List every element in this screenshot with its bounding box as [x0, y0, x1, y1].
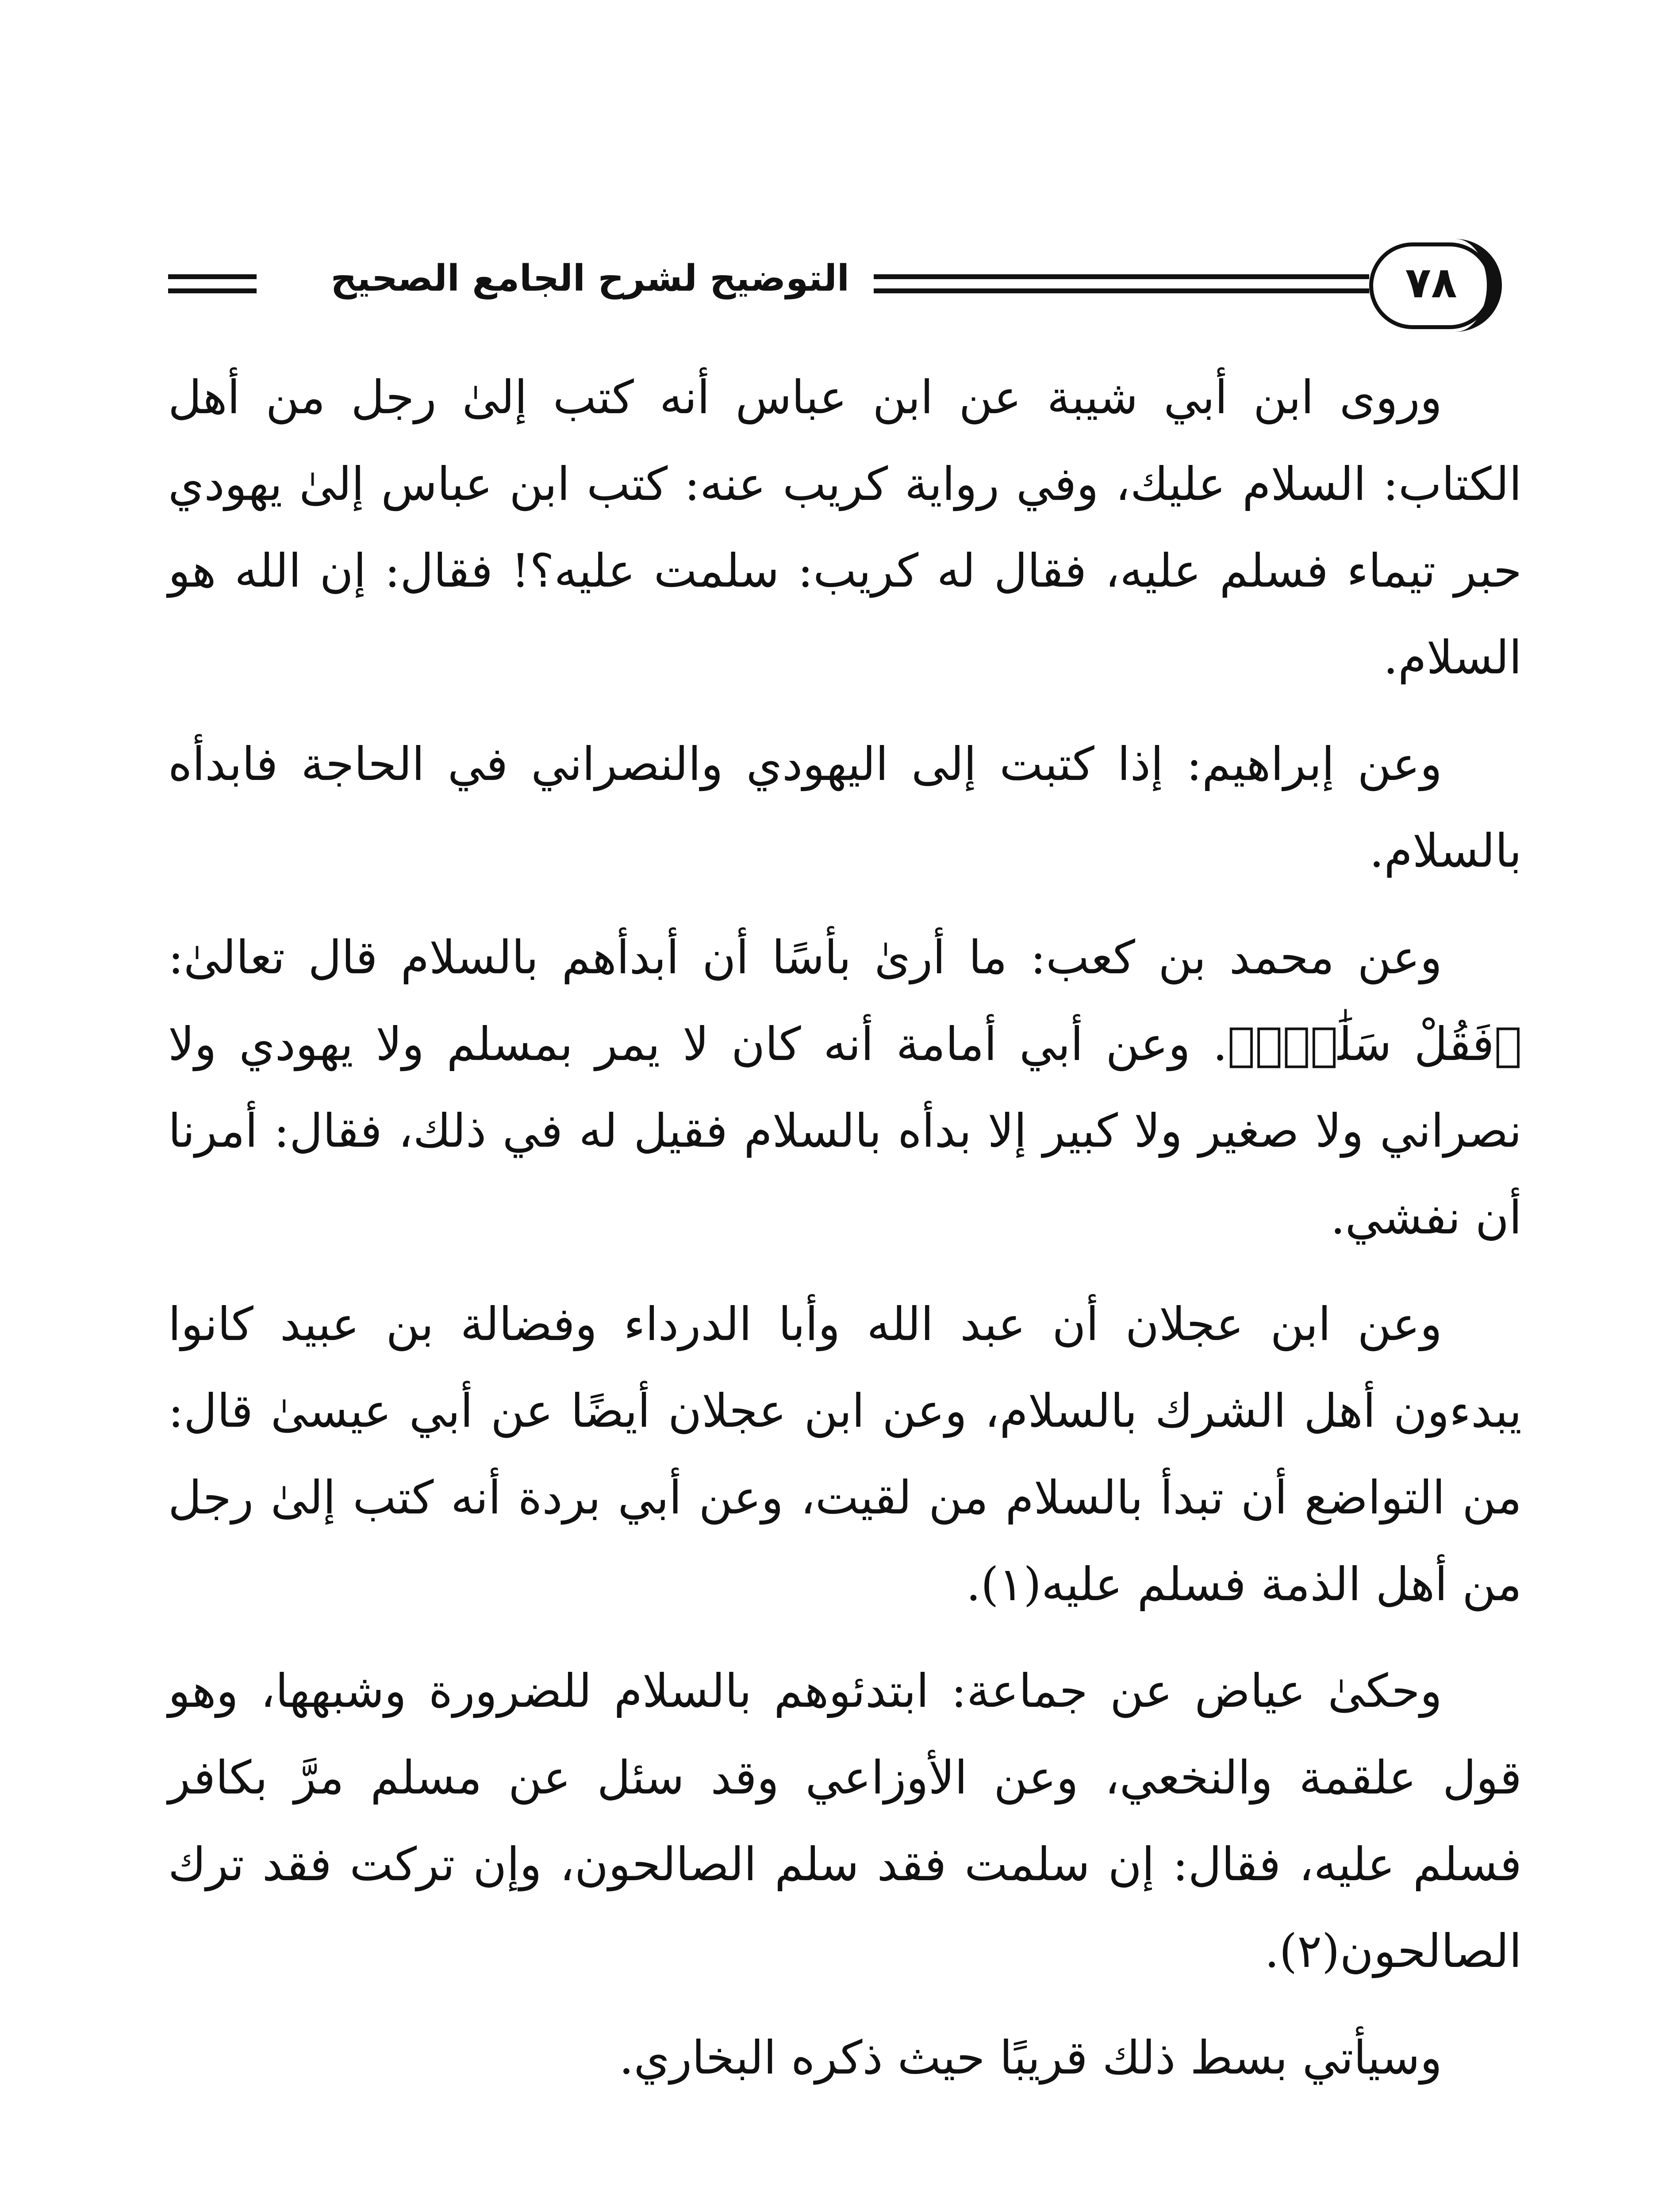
page-number: ٧٨: [1405, 258, 1457, 307]
header-rule-middle-bottom: [874, 288, 1369, 293]
paragraph: وعن إبراهيم: إذا كتبت إلى اليهودي والنصراني في الحاجة فابدأه بالسلام.: [168, 737, 1522, 878]
paragraph: وسيأتي بسط ذلك قريبًا حيث ذكره البخاري.: [619, 2031, 1442, 2085]
main-text: [168, 354, 1522, 2121]
paragraph: وروى ابن أبي شيبة عن ابن عباس أنه كتب إلىٰ رجل من أهل الكتاب: السلام عليك، وفي رواية كريب عنه: كتب ابن عباس إلىٰ يهودي حبر تيماء فسلم عليه، فقال له كريب: سلمت عليه؟! فقال: إن الله هو السلام.: [168, 370, 1522, 684]
paragraph: وعن ابن عجلان أن عبد الله وأبا الدرداء وفضالة بن عبيد كانوا يبدءون أهل الشرك بالسلام، وعن ابن عجلان أيضًا عن أبي عيسىٰ قال: من التواضع أن تبدأ بالسلام من لقيت، وعن أبي بردة أنه كتب إلىٰ رجل من أهل الذمة فسلم عليه(١).: [168, 1297, 1522, 1611]
header-title: التوضيح لشرح الجامع الصحيح: [330, 257, 849, 300]
page-number-frame: [1369, 239, 1522, 332]
header-rule-left-bottom: [168, 288, 257, 293]
running-header: [168, 239, 1522, 341]
header-rule-left-top: [168, 274, 257, 279]
paragraph: وعن محمد بن كعب: ما أرىٰ بأسًا أن أبدأهم بالسلام قال تعالىٰ: ﴿فَقُلْ سَلَٰمٌۚ﴾. وعن أبي أمامة أنه كان لا يمر بمسلم ولا يهودي ولا نصراني ولا صغير ولا كبير إلا بدأه بالسلام فقيل له في ذلك، فقال: أمرنا أن نفشي.: [168, 930, 1522, 1244]
paragraph: وحكىٰ عياض عن جماعة: ابتدئوهم بالسلام للضرورة وشبهها، وهو قول علقمة والنخعي، وعن الأوزاعي وقد سئل عن مسلم مرَّ بكافر فسلم عليه، فقال: إن سلمت فقد سلم الصالحون، وإن تركت فقد ترك الصالحون(٢).: [168, 1664, 1522, 1978]
header-rule-middle-top: [874, 274, 1369, 279]
